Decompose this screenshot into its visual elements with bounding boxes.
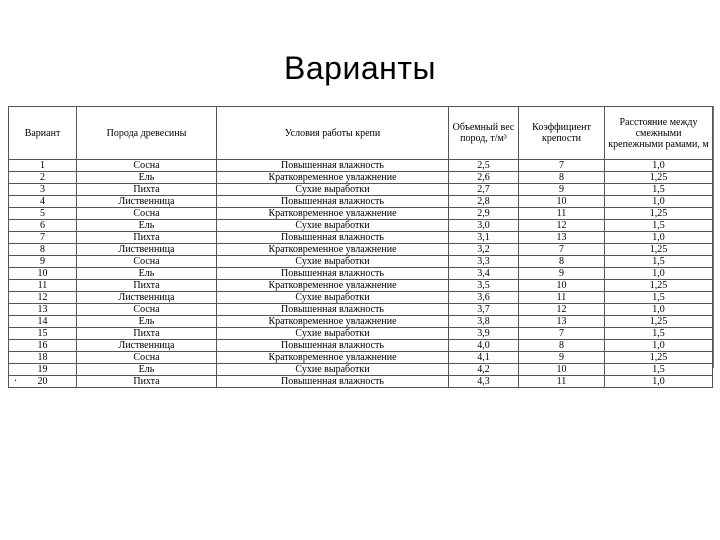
conditions-cell: Сухие выработки: [217, 328, 449, 340]
conditions-cell: Кратковременное увлажнение: [217, 208, 449, 220]
strength-cell: 10: [519, 280, 605, 292]
variant-cell: 14: [9, 316, 77, 328]
conditions-cell: Повышенная влажность: [217, 376, 449, 388]
wood-type-cell: Пихта: [77, 184, 217, 196]
wood-type-cell: Ель: [77, 268, 217, 280]
strength-cell: 11: [519, 376, 605, 388]
spacing-cell: 1,25: [605, 280, 713, 292]
spacing-cell: 1,25: [605, 352, 713, 364]
density-cell: 3,2: [449, 244, 519, 256]
variant-cell: 4: [9, 196, 77, 208]
slide-title: Варианты: [284, 50, 436, 86]
table-body: [9, 160, 713, 388]
strength-cell: 13: [519, 316, 605, 328]
density-cell: 2,8: [449, 196, 519, 208]
strength-cell: 9: [519, 268, 605, 280]
density-cell: 3,5: [449, 280, 519, 292]
strength-cell: 10: [519, 196, 605, 208]
conditions-cell: Сухие выработки: [217, 184, 449, 196]
density-cell: 3,9: [449, 328, 519, 340]
table-row: [9, 172, 713, 184]
header-conditions: Условия работы крепи: [217, 107, 449, 160]
table-row: [9, 328, 713, 340]
strength-cell: 8: [519, 340, 605, 352]
table-row: [9, 268, 713, 280]
strength-cell: 9: [519, 184, 605, 196]
conditions-cell: Сухие выработки: [217, 364, 449, 376]
conditions-cell: Повышенная влажность: [217, 160, 449, 172]
table-row: [9, 244, 713, 256]
strength-cell: 9: [519, 352, 605, 364]
variant-cell: 12: [9, 292, 77, 304]
table-row: [9, 352, 713, 364]
header-strength: Коэффициент крепости: [519, 107, 605, 160]
spacing-cell: 1,5: [605, 364, 713, 376]
wood-type-cell: Пихта: [77, 232, 217, 244]
wood-type-cell: Пихта: [77, 376, 217, 388]
table-row: [9, 184, 713, 196]
table-row: [9, 256, 713, 268]
density-cell: 3,6: [449, 292, 519, 304]
spacing-cell: 1,25: [605, 244, 713, 256]
table-row: [9, 196, 713, 208]
wood-type-cell: Лиственница: [77, 196, 217, 208]
wood-type-cell: Лиственница: [77, 244, 217, 256]
table-row: [9, 304, 713, 316]
density-cell: 4,0: [449, 340, 519, 352]
conditions-cell: Повышенная влажность: [217, 304, 449, 316]
spacing-cell: 1,5: [605, 292, 713, 304]
conditions-cell: Кратковременное увлажнение: [217, 352, 449, 364]
wood-type-cell: Ель: [77, 316, 217, 328]
strength-cell: 11: [519, 208, 605, 220]
wood-type-cell: Сосна: [77, 208, 217, 220]
density-cell: 2,5: [449, 160, 519, 172]
density-cell: 2,7: [449, 184, 519, 196]
strength-cell: 11: [519, 292, 605, 304]
table-row: [9, 340, 713, 352]
spacing-cell: 1,5: [605, 328, 713, 340]
variant-cell: 6: [9, 220, 77, 232]
table-row: [9, 160, 713, 172]
density-cell: 2,9: [449, 208, 519, 220]
spacing-cell: 1,0: [605, 196, 713, 208]
density-cell: 3,7: [449, 304, 519, 316]
header-variant: Вариант: [9, 107, 77, 160]
variant-cell: 15: [9, 328, 77, 340]
variant-cell: 9: [9, 256, 77, 268]
spacing-cell: 1,0: [605, 304, 713, 316]
strength-cell: 12: [519, 304, 605, 316]
spacing-cell: 1,0: [605, 268, 713, 280]
variant-cell: 11: [9, 280, 77, 292]
table-row: [9, 292, 713, 304]
variant-cell: 13: [9, 304, 77, 316]
strength-cell: 8: [519, 256, 605, 268]
variant-cell: 1: [9, 160, 77, 172]
variant-cell: 3: [9, 184, 77, 196]
wood-type-cell: Сосна: [77, 256, 217, 268]
wood-type-cell: Ель: [77, 220, 217, 232]
table-header-row: [9, 107, 713, 160]
density-cell: 4,3: [449, 376, 519, 388]
strength-cell: 7: [519, 160, 605, 172]
wood-type-cell: Сосна: [77, 352, 217, 364]
spacing-cell: 1,0: [605, 376, 713, 388]
wood-type-cell: Пихта: [77, 280, 217, 292]
variant-cell: 16: [9, 340, 77, 352]
conditions-cell: Сухие выработки: [217, 220, 449, 232]
wood-type-cell: Лиственница: [77, 292, 217, 304]
variant-cell: 19: [9, 364, 77, 376]
density-cell: 3,4: [449, 268, 519, 280]
conditions-cell: Повышенная влажность: [217, 268, 449, 280]
variant-cell: 8: [9, 244, 77, 256]
variant-cell: 18: [9, 352, 77, 364]
table-row: [9, 280, 713, 292]
spacing-cell: 1,0: [605, 160, 713, 172]
spacing-cell: 1,5: [605, 184, 713, 196]
spacing-cell: 1,0: [605, 340, 713, 352]
strength-cell: 7: [519, 328, 605, 340]
density-cell: 4,2: [449, 364, 519, 376]
conditions-cell: Кратковременное увлажнение: [217, 316, 449, 328]
density-cell: 4,1: [449, 352, 519, 364]
wood-type-cell: Сосна: [77, 160, 217, 172]
spacing-cell: 1,25: [605, 172, 713, 184]
table-row: [9, 208, 713, 220]
spacing-cell: 1,0: [605, 232, 713, 244]
conditions-cell: Сухие выработки: [217, 256, 449, 268]
variant-cell: 10: [9, 268, 77, 280]
spacing-cell: 1,5: [605, 256, 713, 268]
variant-cell: 20: [9, 376, 77, 388]
header-density: Объемный вес пород, т/м³: [449, 107, 519, 160]
table-row: [9, 220, 713, 232]
conditions-cell: Сухие выработки: [217, 292, 449, 304]
spacing-cell: 1,25: [605, 208, 713, 220]
conditions-cell: Кратковременное увлажнение: [217, 280, 449, 292]
footer-mark: .: [14, 370, 17, 384]
conditions-cell: Кратковременное увлажнение: [217, 172, 449, 184]
variant-cell: 7: [9, 232, 77, 244]
density-cell: 2,6: [449, 172, 519, 184]
header-wood-type: Порода древесины: [77, 107, 217, 160]
table-row: [9, 316, 713, 328]
density-cell: 3,8: [449, 316, 519, 328]
strength-cell: 8: [519, 172, 605, 184]
density-cell: 3,1: [449, 232, 519, 244]
conditions-cell: Повышенная влажность: [217, 340, 449, 352]
strength-cell: 7: [519, 244, 605, 256]
wood-type-cell: Ель: [77, 172, 217, 184]
table-row: [9, 364, 713, 376]
wood-type-cell: Сосна: [77, 304, 217, 316]
wood-type-cell: Лиственница: [77, 340, 217, 352]
wood-type-cell: Пихта: [77, 328, 217, 340]
header-spacing: Расстояние между смежными крепежными рамами, м: [605, 107, 713, 160]
density-cell: 3,0: [449, 220, 519, 232]
strength-cell: 10: [519, 364, 605, 376]
spacing-cell: 1,5: [605, 220, 713, 232]
conditions-cell: Повышенная влажность: [217, 232, 449, 244]
strength-cell: 13: [519, 232, 605, 244]
variants-table: [8, 106, 713, 388]
conditions-cell: Повышенная влажность: [217, 196, 449, 208]
table-row: [9, 376, 713, 388]
variant-cell: 2: [9, 172, 77, 184]
table-row: [9, 232, 713, 244]
conditions-cell: Кратковременное увлажнение: [217, 244, 449, 256]
variant-cell: 5: [9, 208, 77, 220]
spacing-cell: 1,25: [605, 316, 713, 328]
wood-type-cell: Ель: [77, 364, 217, 376]
density-cell: 3,3: [449, 256, 519, 268]
strength-cell: 12: [519, 220, 605, 232]
